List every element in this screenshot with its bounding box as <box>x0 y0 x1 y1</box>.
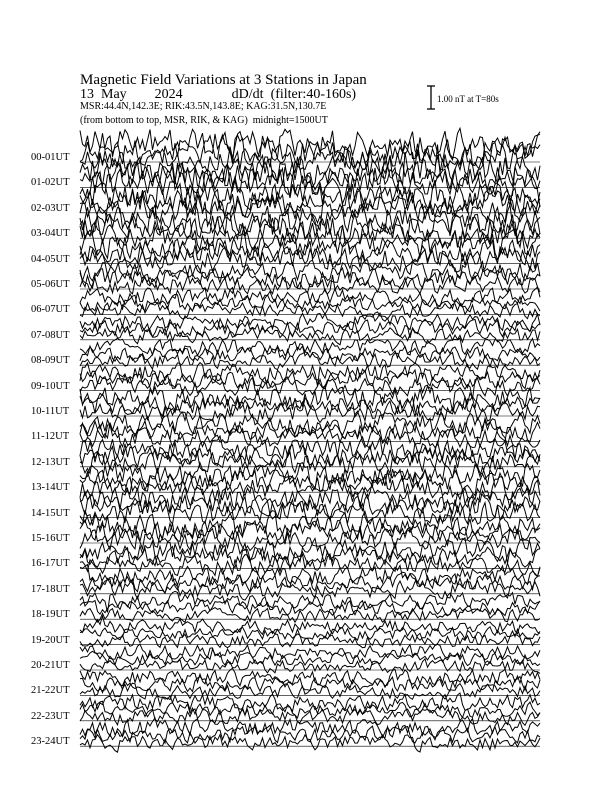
traces <box>80 128 540 752</box>
hour-label: 03-04UT <box>31 228 70 240</box>
trace-kag <box>80 338 540 356</box>
date-month: May <box>101 87 127 102</box>
station-coordinates: MSR:44.4N,142.3E; RIK:43.5N,143.8E; KAG:31.5N,130.7E <box>80 101 327 112</box>
trace-kag <box>80 313 540 332</box>
trace-rik <box>80 649 540 665</box>
trace-rik <box>80 394 540 416</box>
trace-rik <box>80 319 540 338</box>
hour-label: 02-03UT <box>31 202 70 214</box>
hour-label: 10-11UT <box>31 406 70 417</box>
hour-label: 22-23UT <box>31 710 70 722</box>
hour-label: 13-14UT <box>31 482 70 494</box>
trace-rik <box>80 370 540 389</box>
trace-rik <box>80 677 540 692</box>
trace-kag <box>80 644 540 660</box>
hour-label: 05-06UT <box>31 279 70 290</box>
trace-msr <box>80 144 540 176</box>
chart-title: Magnetic Field Variations at 3 Stations in Japan <box>80 72 367 88</box>
trace-rik <box>80 346 540 362</box>
hour-label: 21-22UT <box>31 685 70 697</box>
midnight-note: midnight=1500UT <box>252 115 328 126</box>
trace-msr <box>80 352 540 370</box>
trace-rik <box>80 444 540 470</box>
trace-msr <box>80 683 540 699</box>
hour-label: 01-02UT <box>31 177 70 189</box>
hour-label: 20-21UT <box>31 660 70 671</box>
hour-label: 11-12UT <box>31 431 70 443</box>
hour-label: 23-24UT <box>31 736 70 748</box>
hour-label: 07-08UT <box>31 329 70 341</box>
hour-label: 19-20UT <box>31 634 70 646</box>
hour-label: 14-15UT <box>31 507 70 519</box>
filter-label: (filter:40-160s) <box>270 87 357 102</box>
hour-label: 04-05UT <box>31 253 70 265</box>
hour-label: 16-17UT <box>31 558 70 570</box>
hour-label: 00-01UT <box>31 152 70 163</box>
trace-kag <box>80 693 540 711</box>
date-day: 13 <box>80 87 94 102</box>
hour-label: 09-10UT <box>31 380 70 392</box>
hour-label: 15-16UT <box>31 533 70 544</box>
date-year: 2024 <box>154 87 183 102</box>
scale-bar <box>427 86 435 109</box>
trace-msr <box>80 735 540 753</box>
hour-label: 08-09UT <box>31 355 70 367</box>
order-note: (from bottom to top, MSR, RIK, & KAG) <box>80 115 248 126</box>
hour-label: 12-13UT <box>31 456 70 468</box>
trace-msr <box>80 451 540 474</box>
scale-label: 1.00 nT at T=80s <box>437 94 499 104</box>
hour-label: 17-18UT <box>31 583 70 595</box>
hour-label: 18-19UT <box>31 609 70 621</box>
trace-msr <box>80 397 540 423</box>
hour-label: 06-07UT <box>31 304 70 316</box>
quantity-label: dD/dt <box>231 87 264 102</box>
trace-kag <box>80 668 540 687</box>
